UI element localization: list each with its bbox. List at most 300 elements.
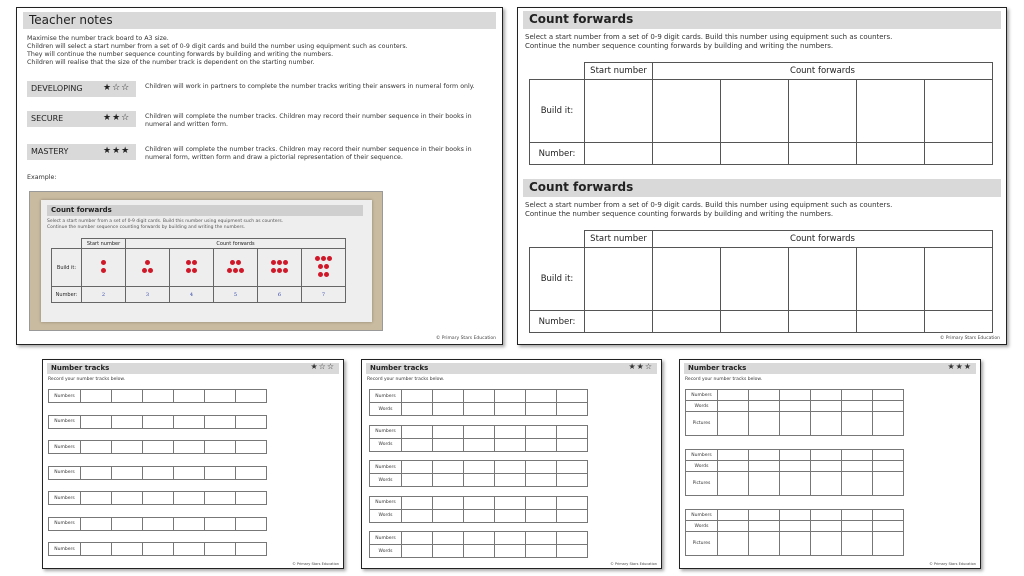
empty-cell <box>530 63 585 80</box>
track-cell[interactable] <box>81 390 112 403</box>
track-row-label: Numbers <box>686 510 718 521</box>
track-cell[interactable] <box>718 390 749 401</box>
instruction-line: Select a start number from a set of 0-9 digit cards. Build this number using equipment such as counters. <box>47 219 284 224</box>
track-cell[interactable] <box>780 472 811 496</box>
track-row-label: Numbers <box>686 390 718 401</box>
number-value: 5 <box>214 287 258 303</box>
number-track-table <box>48 517 267 531</box>
track-cell[interactable] <box>557 425 588 438</box>
build-cell[interactable] <box>789 80 857 143</box>
build-cell[interactable] <box>653 248 721 311</box>
counter-icon <box>227 268 232 273</box>
number-tracks-secure <box>361 359 662 569</box>
track-cell[interactable] <box>174 543 205 556</box>
number-tracks-title <box>47 363 339 374</box>
track-cell[interactable] <box>718 472 749 496</box>
number-track-table <box>369 389 588 416</box>
number-value: 3 <box>126 287 170 303</box>
track-cell[interactable] <box>433 425 464 438</box>
track-cell[interactable] <box>557 496 588 509</box>
counter-icon <box>101 268 106 273</box>
copyright: © Primary Stars Education <box>929 562 976 566</box>
track-cell[interactable] <box>81 492 112 505</box>
track-cell[interactable] <box>433 461 464 474</box>
number-tracks-developing <box>42 359 344 569</box>
track-cell[interactable] <box>81 517 112 530</box>
track-cell[interactable] <box>526 438 557 451</box>
track-cell[interactable] <box>495 496 526 509</box>
star-rating-icon: ★☆☆ <box>310 362 335 371</box>
track-cell[interactable] <box>236 517 267 530</box>
track-cell[interactable] <box>174 517 205 530</box>
level-label: MASTERY <box>27 144 136 160</box>
track-cell[interactable] <box>749 521 780 532</box>
number-tracks-mastery <box>679 359 981 569</box>
number-cell[interactable] <box>925 311 993 333</box>
number-value: 2 <box>82 287 126 303</box>
track-cell[interactable] <box>811 472 842 496</box>
track-cell[interactable] <box>873 401 904 412</box>
example-grid <box>51 238 346 303</box>
number-track-table <box>369 460 588 487</box>
count-forwards-page <box>517 7 1007 345</box>
number-tracks-title <box>684 363 976 374</box>
track-cell[interactable] <box>402 474 433 487</box>
track-cell[interactable] <box>780 510 811 521</box>
track-cell[interactable] <box>495 390 526 403</box>
number-value: 4 <box>170 287 214 303</box>
track-cell[interactable] <box>205 441 236 454</box>
track-cell[interactable] <box>402 390 433 403</box>
track-cell[interactable] <box>81 466 112 479</box>
track-cell[interactable] <box>842 401 873 412</box>
track-cell[interactable] <box>718 450 749 461</box>
track-cell[interactable] <box>495 509 526 522</box>
track-row-label: Numbers <box>686 450 718 461</box>
track-cell[interactable] <box>557 532 588 545</box>
number-tracks-title-text: Number tracks <box>370 364 429 372</box>
track-row-label: Words <box>370 438 402 451</box>
counter-icon <box>271 268 276 273</box>
track-cell[interactable] <box>205 543 236 556</box>
counter-icon <box>142 268 147 273</box>
counter-icon <box>192 268 197 273</box>
number-tracks-subtitle: Record your number tracks below. <box>685 377 763 382</box>
track-cell[interactable] <box>749 412 780 436</box>
number-track-table <box>685 509 904 556</box>
track-cell[interactable] <box>495 474 526 487</box>
track-cell[interactable] <box>811 412 842 436</box>
track-cell[interactable] <box>402 545 433 558</box>
counter-icon <box>315 256 320 261</box>
number-cell[interactable] <box>857 311 925 333</box>
track-cell[interactable] <box>842 532 873 556</box>
number-cell[interactable] <box>789 143 857 165</box>
counter-icon <box>186 260 191 265</box>
number-cell[interactable] <box>585 311 653 333</box>
counter-cell <box>82 249 126 287</box>
track-cell[interactable] <box>205 390 236 403</box>
teacher-notes-page <box>16 7 503 345</box>
copyright: © Primary Stars Education <box>610 562 657 566</box>
track-cell[interactable] <box>112 390 143 403</box>
star-rating-icon: ★★★ <box>947 362 972 371</box>
track-cell[interactable] <box>526 545 557 558</box>
count-forwards-title: Count forwards <box>523 179 1001 197</box>
number-track-table <box>685 449 904 496</box>
build-cell[interactable] <box>721 80 789 143</box>
track-cell[interactable] <box>526 425 557 438</box>
track-cell[interactable] <box>842 521 873 532</box>
track-cell[interactable] <box>718 521 749 532</box>
number-track-table <box>685 389 904 436</box>
number-tracks-subtitle: Record your number tracks below. <box>48 377 126 382</box>
counter-icon <box>101 260 106 265</box>
track-cell[interactable] <box>873 510 904 521</box>
track-cell[interactable] <box>718 461 749 472</box>
track-cell[interactable] <box>526 390 557 403</box>
example-sheet <box>41 200 372 322</box>
level-description: Children will work in partners to complete the number tracks writing their answers in numeral form only. <box>145 83 475 90</box>
counter-cell <box>214 249 258 287</box>
track-row-label: Pictures <box>686 412 718 436</box>
build-cell[interactable] <box>721 248 789 311</box>
track-cell[interactable] <box>112 466 143 479</box>
counter-icon <box>283 268 288 273</box>
track-cell[interactable] <box>143 415 174 428</box>
star-rating-icon: ★☆☆ <box>103 83 131 93</box>
track-row-label: Numbers <box>370 390 402 403</box>
number-tracks-title-text: Number tracks <box>688 364 747 372</box>
track-cell[interactable] <box>526 496 557 509</box>
intro-line: They will continue the number sequence counting forwards by building and writing the numbers. <box>27 51 334 58</box>
track-cell[interactable] <box>433 474 464 487</box>
track-cell[interactable] <box>780 390 811 401</box>
track-row-label: Numbers <box>370 425 402 438</box>
count-forwards-section-2 <box>518 176 1006 219</box>
number-track-table <box>48 542 267 556</box>
number-value: 6 <box>258 287 302 303</box>
track-cell[interactable] <box>749 450 780 461</box>
track-cell[interactable] <box>433 496 464 509</box>
level-description: Children will complete the number tracks. Children may record their number sequence in their books in numeral form, written form and draw a pictorial representation of their sequence. <box>145 146 472 161</box>
track-cell[interactable] <box>526 461 557 474</box>
track-cell[interactable] <box>464 461 495 474</box>
number-cell[interactable] <box>585 143 653 165</box>
track-row-label: Words <box>370 474 402 487</box>
build-label: Build it: <box>530 80 585 143</box>
track-cell[interactable] <box>557 509 588 522</box>
intro-line: Children will realise that the size of the number track is dependent on the starting number. <box>27 59 315 66</box>
track-cell[interactable] <box>495 532 526 545</box>
track-cell[interactable] <box>464 496 495 509</box>
track-cell[interactable] <box>557 438 588 451</box>
number-cell[interactable] <box>653 311 721 333</box>
track-cell[interactable] <box>236 441 267 454</box>
track-cell[interactable] <box>433 545 464 558</box>
counter-icon <box>186 268 191 273</box>
counter-icon <box>283 260 288 265</box>
track-cell[interactable] <box>557 461 588 474</box>
track-cell[interactable] <box>811 521 842 532</box>
start-header: Start number <box>585 63 653 80</box>
count-forwards-section-1 <box>518 8 1006 51</box>
track-cell[interactable] <box>433 390 464 403</box>
counter-icon <box>277 260 282 265</box>
example-label: Example: <box>27 174 57 181</box>
track-cell[interactable] <box>526 532 557 545</box>
track-row-label: Words <box>686 461 718 472</box>
track-cell[interactable] <box>143 390 174 403</box>
track-cell[interactable] <box>81 543 112 556</box>
empty-cell <box>530 231 585 248</box>
start-header: Start number <box>82 239 126 249</box>
start-header: Start number <box>585 231 653 248</box>
track-cell[interactable] <box>495 438 526 451</box>
track-cell[interactable] <box>811 532 842 556</box>
track-cell[interactable] <box>112 543 143 556</box>
copyright: © Primary Stars Education <box>435 336 496 341</box>
number-label: Number: <box>52 287 82 303</box>
track-row-label: Numbers <box>49 441 81 454</box>
track-cell[interactable] <box>236 390 267 403</box>
track-cell[interactable] <box>205 466 236 479</box>
build-cell[interactable] <box>857 248 925 311</box>
track-cell[interactable] <box>842 461 873 472</box>
track-cell[interactable] <box>718 401 749 412</box>
track-cell[interactable] <box>780 412 811 436</box>
track-cell[interactable] <box>749 510 780 521</box>
number-cell[interactable] <box>653 143 721 165</box>
track-cell[interactable] <box>402 438 433 451</box>
track-cell[interactable] <box>205 517 236 530</box>
number-tracks-title <box>366 363 657 374</box>
counter-cell <box>302 249 346 287</box>
track-cell[interactable] <box>464 474 495 487</box>
track-cell[interactable] <box>780 401 811 412</box>
build-cell[interactable] <box>857 80 925 143</box>
counter-icon <box>318 272 323 277</box>
track-cell[interactable] <box>557 390 588 403</box>
counter-icon <box>321 256 326 261</box>
track-cell[interactable] <box>811 390 842 401</box>
track-cell[interactable] <box>205 492 236 505</box>
track-cell[interactable] <box>526 403 557 416</box>
track-row-label: Numbers <box>370 461 402 474</box>
number-cell[interactable] <box>721 143 789 165</box>
number-track-table <box>48 389 267 403</box>
track-cell[interactable] <box>718 510 749 521</box>
track-cell[interactable] <box>780 521 811 532</box>
track-cell[interactable] <box>780 450 811 461</box>
track-cell[interactable] <box>557 545 588 558</box>
build-label: Build it: <box>530 248 585 311</box>
track-cell[interactable] <box>402 509 433 522</box>
track-cell[interactable] <box>433 509 464 522</box>
track-cell[interactable] <box>464 532 495 545</box>
track-cell[interactable] <box>780 461 811 472</box>
track-cell[interactable] <box>873 521 904 532</box>
track-cell[interactable] <box>236 415 267 428</box>
track-cell[interactable] <box>143 543 174 556</box>
track-cell[interactable] <box>143 441 174 454</box>
track-cell[interactable] <box>236 543 267 556</box>
track-cell[interactable] <box>205 415 236 428</box>
track-row-label: Numbers <box>49 390 81 403</box>
build-cell[interactable] <box>789 248 857 311</box>
track-cell[interactable] <box>873 390 904 401</box>
counter-icon <box>327 256 332 261</box>
level-label: DEVELOPING <box>27 81 136 97</box>
number-label: Number: <box>530 311 585 333</box>
copyright: © Primary Stars Education <box>939 336 1000 341</box>
counter-icon <box>233 268 238 273</box>
track-cell[interactable] <box>526 509 557 522</box>
build-cell[interactable] <box>925 80 993 143</box>
track-cell[interactable] <box>873 472 904 496</box>
track-cell[interactable] <box>402 403 433 416</box>
track-cell[interactable] <box>402 425 433 438</box>
track-cell[interactable] <box>718 412 749 436</box>
track-cell[interactable] <box>811 510 842 521</box>
track-cell[interactable] <box>842 510 873 521</box>
track-cell[interactable] <box>842 450 873 461</box>
track-cell[interactable] <box>780 532 811 556</box>
number-track-table <box>48 415 267 429</box>
track-cell[interactable] <box>464 545 495 558</box>
track-cell[interactable] <box>495 461 526 474</box>
track-cell[interactable] <box>873 461 904 472</box>
build-cell[interactable] <box>925 248 993 311</box>
counter-icon <box>145 260 150 265</box>
forward-header: Count forwards <box>126 239 346 249</box>
track-cell[interactable] <box>495 425 526 438</box>
track-cell[interactable] <box>718 532 749 556</box>
track-cell[interactable] <box>81 441 112 454</box>
example-title: Count forwards <box>47 205 363 216</box>
track-cell[interactable] <box>236 492 267 505</box>
star-rating-icon: ★★★ <box>103 146 131 156</box>
track-cell[interactable] <box>433 403 464 416</box>
track-cell[interactable] <box>811 401 842 412</box>
number-track-table <box>369 496 588 523</box>
number-tracks-title-text: Number tracks <box>51 364 110 372</box>
track-cell[interactable] <box>749 401 780 412</box>
track-cell[interactable] <box>526 474 557 487</box>
instruction-line: Continue the number sequence counting forwards by building and writing the numbers. <box>525 210 834 218</box>
track-cell[interactable] <box>433 532 464 545</box>
empty-cell <box>52 239 82 249</box>
track-cell[interactable] <box>143 466 174 479</box>
track-cell[interactable] <box>749 532 780 556</box>
track-cell[interactable] <box>174 415 205 428</box>
track-cell[interactable] <box>464 390 495 403</box>
build-cell[interactable] <box>585 80 653 143</box>
track-cell[interactable] <box>464 509 495 522</box>
number-cell[interactable] <box>721 311 789 333</box>
number-cell[interactable] <box>857 143 925 165</box>
number-tracks-subtitle: Record your number tracks below. <box>367 377 445 382</box>
track-cell[interactable] <box>174 390 205 403</box>
track-cell[interactable] <box>873 532 904 556</box>
track-cell[interactable] <box>174 492 205 505</box>
track-cell[interactable] <box>402 461 433 474</box>
track-cell[interactable] <box>402 496 433 509</box>
track-cell[interactable] <box>464 438 495 451</box>
track-row-label: Pictures <box>686 532 718 556</box>
track-cell[interactable] <box>749 472 780 496</box>
track-cell[interactable] <box>143 492 174 505</box>
number-cell[interactable] <box>925 143 993 165</box>
number-track-table <box>48 466 267 480</box>
counter-cell <box>258 249 302 287</box>
track-cell[interactable] <box>464 403 495 416</box>
track-cell[interactable] <box>464 425 495 438</box>
counter-icon <box>192 260 197 265</box>
count-forwards-title: Count forwards <box>523 11 1001 29</box>
track-cell[interactable] <box>873 412 904 436</box>
track-cell[interactable] <box>842 412 873 436</box>
number-track-table <box>48 491 267 505</box>
track-cell[interactable] <box>811 450 842 461</box>
track-cell[interactable] <box>495 545 526 558</box>
track-cell[interactable] <box>143 517 174 530</box>
track-row-label: Words <box>686 401 718 412</box>
build-cell[interactable] <box>653 80 721 143</box>
track-cell[interactable] <box>236 466 267 479</box>
counter-icon <box>271 260 276 265</box>
track-cell[interactable] <box>873 450 904 461</box>
track-cell[interactable] <box>174 466 205 479</box>
track-cell[interactable] <box>842 390 873 401</box>
track-cell[interactable] <box>749 390 780 401</box>
track-cell[interactable] <box>112 441 143 454</box>
number-cell[interactable] <box>789 311 857 333</box>
level-label: SECURE <box>27 111 136 127</box>
track-row-label: Numbers <box>370 496 402 509</box>
forward-header: Count forwards <box>653 63 993 80</box>
track-cell[interactable] <box>495 403 526 416</box>
track-cell[interactable] <box>557 474 588 487</box>
track-cell[interactable] <box>174 441 205 454</box>
example-photo <box>29 191 383 331</box>
track-row-label: Numbers <box>49 466 81 479</box>
counter-icon <box>239 268 244 273</box>
track-cell[interactable] <box>811 461 842 472</box>
track-cell[interactable] <box>433 438 464 451</box>
track-cell[interactable] <box>842 472 873 496</box>
build-cell[interactable] <box>585 248 653 311</box>
track-cell[interactable] <box>112 415 143 428</box>
instruction-line: Select a start number from a set of 0-9 digit cards. Build this number using equipment such as counters. <box>525 33 893 41</box>
number-track-table <box>369 531 588 558</box>
track-cell[interactable] <box>557 403 588 416</box>
track-cell[interactable] <box>749 461 780 472</box>
number-track-table <box>369 425 588 452</box>
star-rating-icon: ★★☆ <box>103 113 131 123</box>
track-cell[interactable] <box>112 517 143 530</box>
instruction-line: Continue the number sequence counting forwards by building and writing the numbers. <box>525 42 834 50</box>
counter-cell <box>126 249 170 287</box>
counter-icon <box>318 264 323 269</box>
counter-cell <box>170 249 214 287</box>
counter-icon <box>148 268 153 273</box>
count-forwards-instructions <box>525 201 1006 219</box>
intro-line: Children will select a start number from a set of 0-9 digit cards and build the number using equipment such as counters. <box>27 43 408 50</box>
track-cell[interactable] <box>81 415 112 428</box>
track-cell[interactable] <box>402 532 433 545</box>
track-cell[interactable] <box>112 492 143 505</box>
